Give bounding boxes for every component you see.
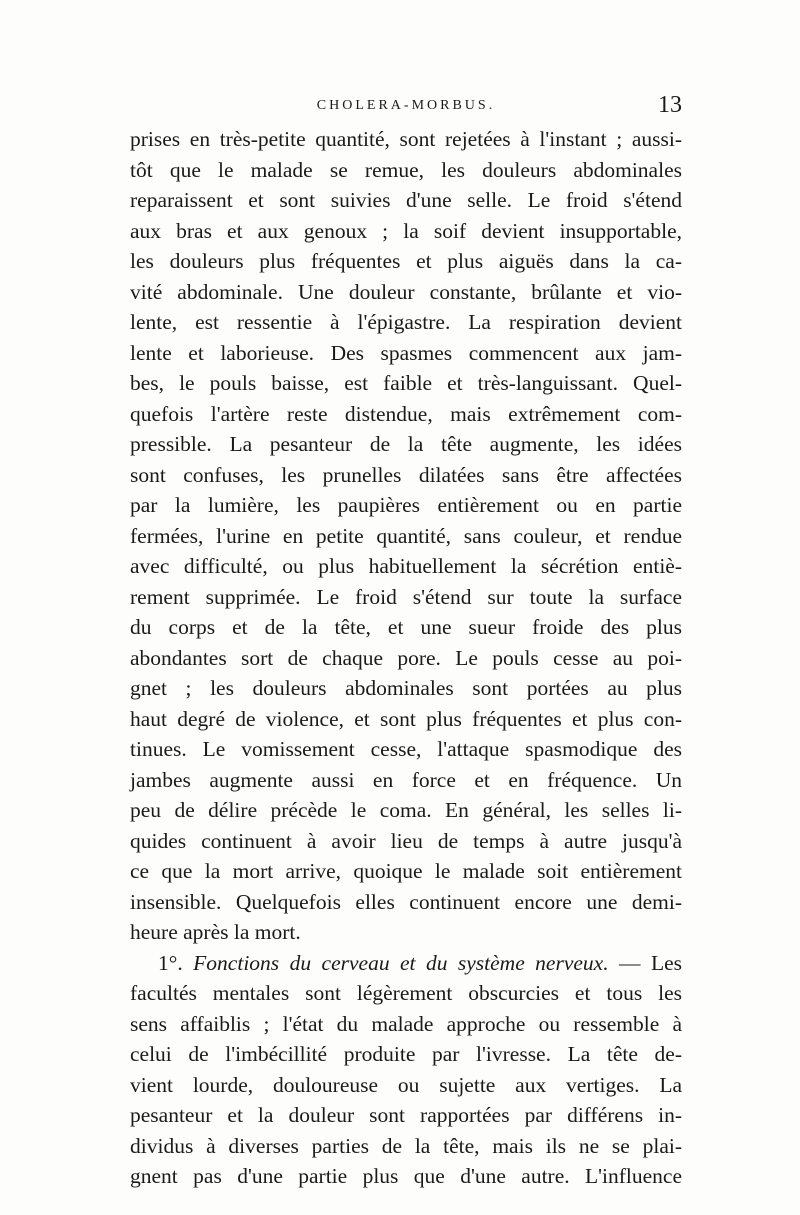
text-line: abondantes sort de chaque pore. Le pouls cesse au poi- bbox=[130, 645, 682, 670]
text-line: pesanteur et la douleur sont rapportées par différens in- bbox=[130, 1103, 682, 1127]
text-line: celui de l'imbécillité produite par l'ivresse. La tête de- bbox=[130, 1042, 682, 1066]
text-line: aux bras et aux genoux ; la soif devient insupportable, bbox=[130, 218, 682, 243]
text-line: pressible. La pesanteur de la tête augmente, les idées bbox=[130, 432, 682, 456]
text-line: vité abdominale. Une douleur constante, brûlante et vio- bbox=[130, 279, 682, 304]
text-line: peu de délire précède le coma. En général, les selles li- bbox=[130, 798, 682, 822]
text-line: quides continuent à avoir lieu de temps à autre jusqu'à bbox=[130, 828, 682, 853]
running-title: CHOLERA-MORBUS. bbox=[316, 98, 496, 113]
text-line: gnet ; les douleurs abdominales sont portées au plus bbox=[130, 676, 682, 700]
text-line: bes, le pouls baisse, est faible et très-languissant. Quel- bbox=[130, 371, 682, 395]
text-line: tôt que le malade se remue, les douleurs abdominales bbox=[130, 157, 682, 182]
text-line: sens affaiblis ; l'état du malade approche ou ressemble à bbox=[130, 1011, 682, 1036]
text-line: du corps et de la tête, et une sueur froide des plus bbox=[130, 615, 682, 639]
text-line: lente, est ressentie à l'épigastre. La respiration devient bbox=[130, 310, 682, 334]
text-line: dividus à diverses parties de la tête, mais ils ne se plai- bbox=[130, 1133, 682, 1158]
text-line: haut degré de violence, et sont plus fréquentes et plus con- bbox=[130, 706, 682, 731]
text-line: avec difficulté, ou plus habituellement la sécrétion entiè- bbox=[130, 554, 682, 578]
text-line: vient lourde, douloureuse ou sujette aux vertiges. La bbox=[130, 1072, 682, 1097]
paragraph-continuation bbox=[130, 124, 682, 948]
text-line: les douleurs plus fréquentes et plus aiguës dans la ca- bbox=[130, 249, 682, 273]
text-line: par la lumière, les paupières entièrement ou en partie bbox=[130, 493, 682, 517]
text-line: reparaissent et sont suivies d'une selle. Le froid s'étend bbox=[130, 188, 682, 212]
text-line: facultés mentales sont légèrement obscurcies et tous les bbox=[130, 981, 682, 1005]
section-number: 1°. bbox=[158, 950, 183, 975]
text-line: tinues. Le vomissement cesse, l'attaque spasmodique des bbox=[130, 737, 682, 761]
text-line: prises en très-petite quantité, sont rejetées à l'instant ; aussi- bbox=[130, 127, 682, 151]
section-first-line bbox=[130, 948, 682, 979]
section-paragraph bbox=[130, 948, 682, 1192]
body-text bbox=[130, 124, 682, 1192]
text-line: insensible. Quelquefois elles continuent encore une demi- bbox=[130, 889, 682, 914]
text-line: fermées, l'urine en petite quantité, sans couleur, et rendue bbox=[130, 523, 682, 548]
running-head bbox=[130, 92, 682, 122]
text-line: heure après la mort. bbox=[130, 920, 301, 944]
section-first-line-text: — Les bbox=[619, 950, 683, 975]
page-number: 13 bbox=[658, 92, 682, 118]
text-line: sont confuses, les prunelles dilatées sans être affectées bbox=[130, 462, 682, 487]
text-line: rement supprimée. Le froid s'étend sur toute la surface bbox=[130, 584, 682, 609]
text-line: jambes augmente aussi en force et en fréquence. Un bbox=[130, 767, 682, 792]
text-line: gnent pas d'une partie plus que d'une autre. L'influence bbox=[130, 1164, 682, 1188]
text-line: quefois l'artère reste distendue, mais extrêmement com- bbox=[130, 401, 682, 426]
text-line: lente et laborieuse. Des spasmes commencent aux jam- bbox=[130, 340, 682, 365]
text-line: ce que la mort arrive, quoique le malade soit entièrement bbox=[130, 859, 682, 883]
section-heading: Fonctions du cerveau et du système nerveux. bbox=[193, 950, 609, 975]
